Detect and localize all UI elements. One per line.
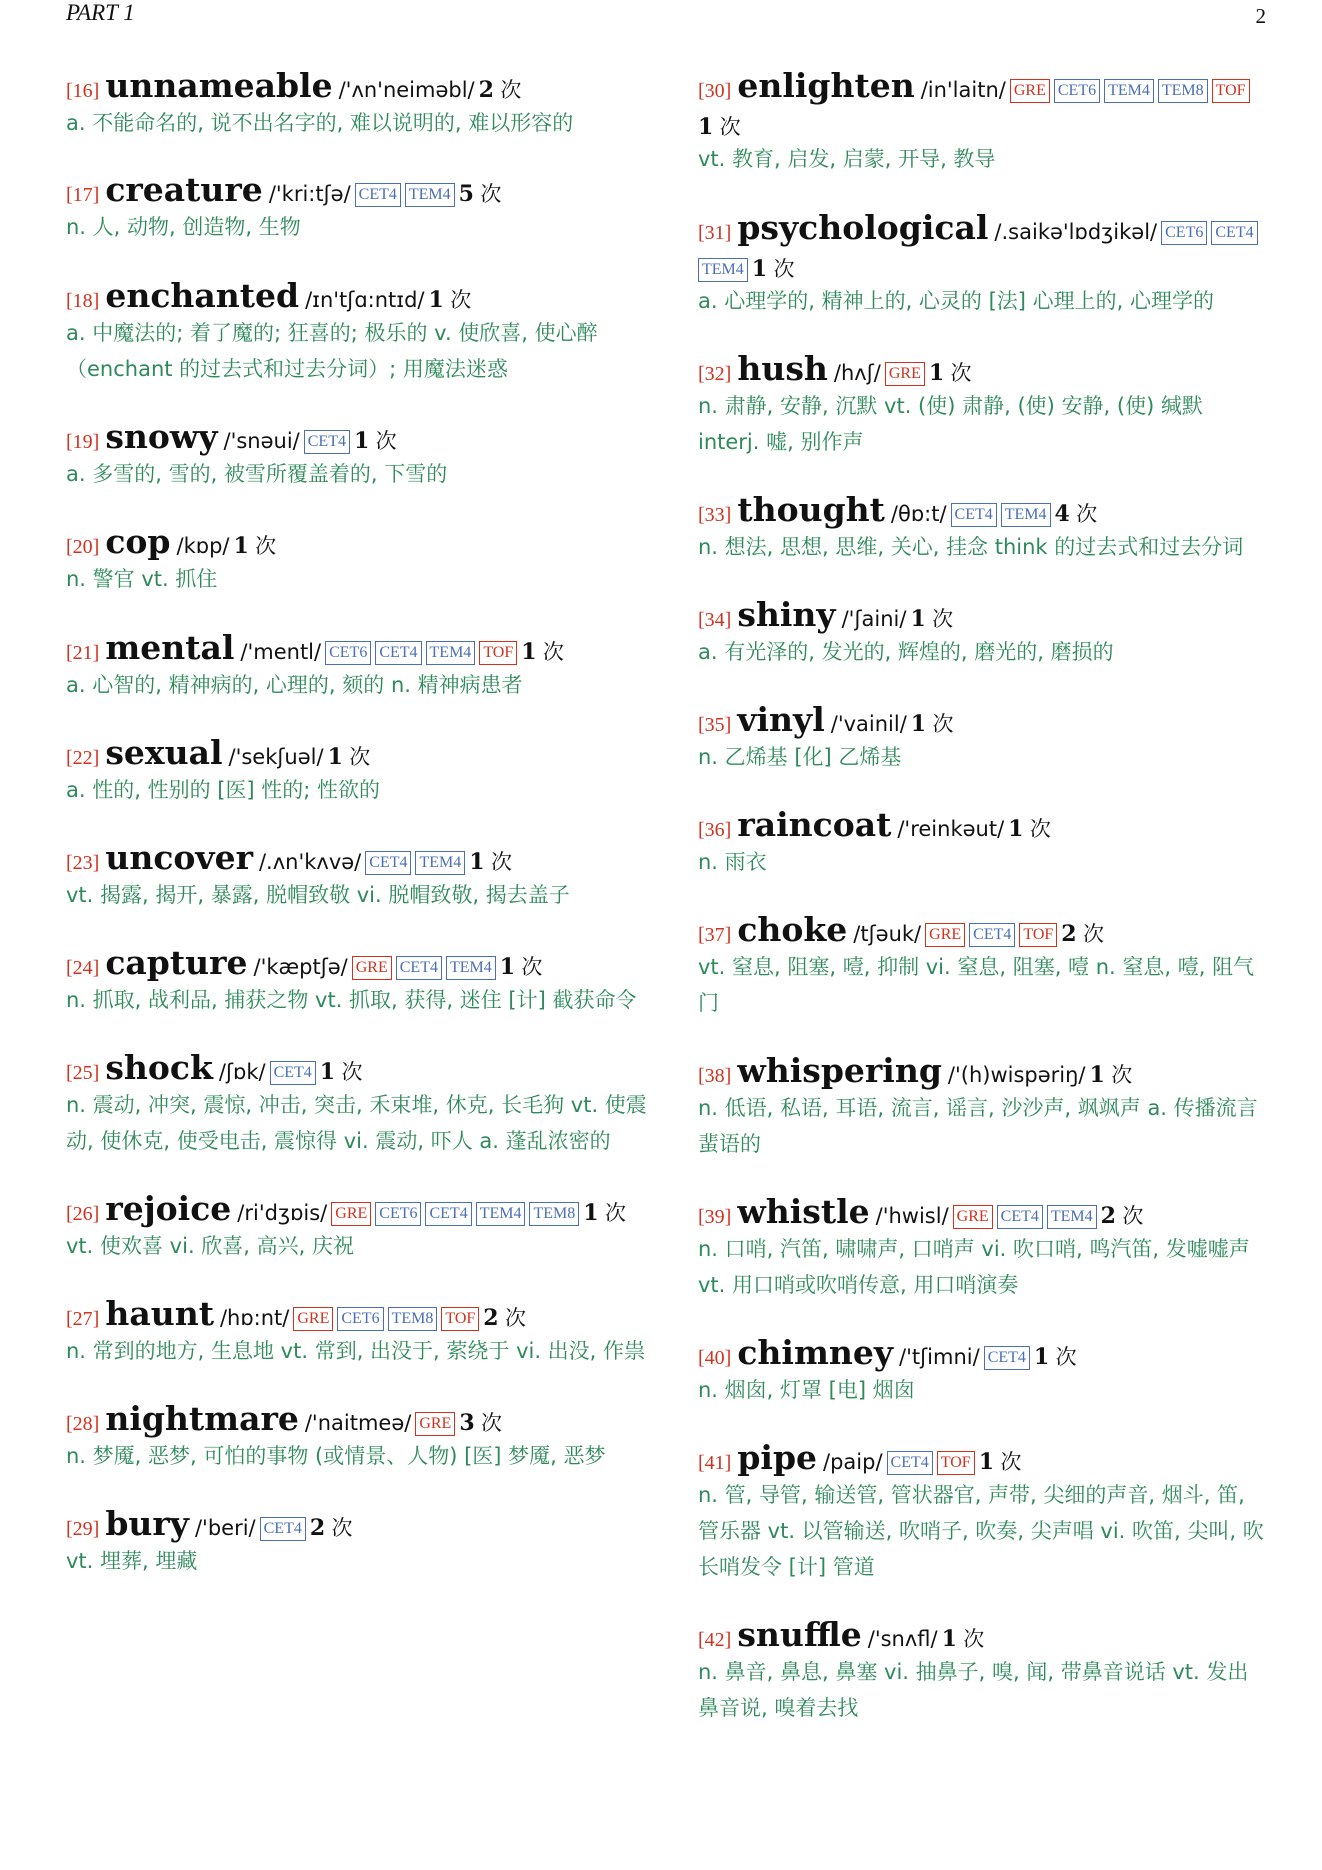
entry-headline [698, 492, 1266, 533]
entry-count: 1 [1008, 816, 1024, 842]
entry-phonetic: /.saikə'lɒdʒikəl/ [994, 220, 1158, 244]
entry-definition: vt. 窒息, 阻塞, 噎, 抑制 vi. 窒息, 阻塞, 噎 n. 窒息, 噎, 阻气门 [698, 955, 1255, 1015]
vocab-entry [698, 1194, 1266, 1303]
entry-word: vinyl [737, 700, 825, 739]
entry-number: [31] [698, 222, 732, 244]
exam-tag: GRE [331, 1202, 371, 1226]
exam-tag: CET4 [396, 956, 442, 980]
entry-count: 1 [751, 256, 768, 282]
entry-word: shiny [737, 595, 836, 634]
exam-tag: GRE [953, 1205, 993, 1229]
entry-word: enlighten [737, 66, 915, 105]
entry-definition: a. 性的, 性别的 [医] 性的; 性欲的 [66, 778, 381, 802]
entry-headline [66, 1050, 650, 1091]
entry-word: chimney [737, 1333, 894, 1372]
exam-tag: GRE [885, 362, 925, 386]
entry-word: enchanted [105, 276, 300, 315]
exam-tag: GRE [352, 956, 392, 980]
entry-definition: vt. 埋葬, 埋藏 [66, 1549, 198, 1573]
entry-headline [66, 278, 650, 319]
exam-tag: CET4 [887, 1451, 933, 1475]
left-column [66, 68, 650, 1579]
entry-definition: a. 不能命名的, 说不出名字的, 难以说明的, 难以形容的 [66, 111, 574, 135]
entry-phonetic: /'vainil/ [830, 712, 907, 736]
entry-count-unit: 次 [932, 712, 954, 736]
vocab-entry [66, 278, 650, 387]
exam-tag: CET4 [425, 1202, 471, 1226]
entry-count: 1 [327, 744, 343, 770]
entry-definition: n. 鼻音, 鼻息, 鼻塞 vi. 抽鼻子, 嗅, 闻, 带鼻音说话 vt. 发出鼻音说, 嗅着去找 [698, 1660, 1249, 1720]
entry-count: 3 [459, 1410, 475, 1436]
exam-tag: CET4 [365, 851, 411, 875]
entry-number: [17] [66, 184, 100, 206]
entry-number: [24] [66, 957, 100, 979]
entry-definition: n. 烟囱, 灯罩 [电] 烟囱 [698, 1378, 915, 1402]
entry-headline [698, 702, 1266, 743]
entry-definition: n. 人, 动物, 创造物, 生物 [66, 215, 301, 239]
entry-phonetic: /'ʌn'neiməbl/ [338, 78, 475, 102]
entry-count: 1 [499, 954, 516, 980]
exam-tag: CET4 [951, 503, 997, 527]
entry-word: creature [105, 170, 263, 209]
vocab-entry [66, 630, 650, 703]
entry-headline [66, 419, 650, 460]
exam-tag: TEM4 [698, 258, 748, 282]
entry-count: 4 [1054, 501, 1070, 527]
entry-definition: a. 中魔法的; 着了魔的; 狂喜的; 极乐的 v. 使欣喜, 使心醉（enchant 的过去式和过去分词）; 用魔法迷惑 [66, 321, 598, 381]
entry-phonetic: /'beri/ [194, 1516, 256, 1540]
entry-phonetic: /hɒ:nt/ [219, 1306, 290, 1330]
entry-number: [41] [698, 1452, 732, 1474]
entry-headline [66, 1191, 650, 1232]
entry-count-unit: 次 [719, 115, 741, 139]
exam-tag: CET4 [969, 923, 1015, 947]
entry-word: sexual [105, 733, 223, 772]
exam-tag: CET6 [325, 641, 371, 665]
entry-definition: a. 心智的, 精神病的, 心理的, 颏的 n. 精神病患者 [66, 673, 523, 697]
entry-definition: n. 低语, 私语, 耳语, 流言, 谣言, 沙沙声, 飒飒声 a. 传播流言蜚语的 [698, 1096, 1258, 1156]
entry-word: uncover [105, 838, 253, 877]
entry-number: [22] [66, 747, 100, 769]
entry-count: 5 [458, 181, 474, 207]
entry-number: [36] [698, 819, 732, 841]
vocab-entry [66, 945, 650, 1018]
entry-phonetic: /ri'dʒɒis/ [237, 1201, 328, 1225]
entry-phonetic: /tʃəuk/ [853, 922, 922, 946]
exam-tag: CET4 [270, 1061, 316, 1085]
entry-phonetic: /'snʌfl/ [867, 1627, 938, 1651]
exam-tag: TEM8 [529, 1202, 579, 1226]
entry-count: 1 [353, 428, 370, 454]
entry-number: [40] [698, 1347, 732, 1369]
entry-definition: n. 管, 导管, 输送管, 管状器官, 声带, 尖细的声音, 烟斗, 笛, 管乐器 vt. 以管输送, 吹哨子, 吹奏, 尖声唱 vi. 吹笛, 尖叫, 吹长哨发令 [计] 管道 [698, 1483, 1264, 1579]
entry-number: [30] [698, 80, 732, 102]
exam-tag: CET4 [355, 183, 401, 207]
vocab-entry [698, 912, 1266, 1021]
vocab-entry [698, 492, 1266, 565]
vocab-entry [66, 735, 650, 808]
entry-count-unit: 次 [1000, 1450, 1022, 1474]
entry-count: 1 [1089, 1062, 1105, 1088]
exam-tag: TOF [441, 1307, 479, 1331]
vocab-entry [66, 172, 650, 245]
vocab-entry [698, 210, 1266, 319]
entry-count-unit: 次 [504, 1306, 526, 1330]
vocab-entry [66, 419, 650, 492]
entry-word: thought [737, 490, 885, 529]
entry-headline [66, 840, 650, 881]
entry-count-unit: 次 [521, 955, 543, 979]
entry-phonetic: /ɪn'tʃɑ:ntɪd/ [305, 288, 425, 312]
entry-definition: n. 常到的地方, 生息地 vt. 常到, 出没于, 萦绕于 vi. 出没, 作祟 [66, 1339, 646, 1363]
entry-word: snuffle [737, 1615, 862, 1654]
entry-phonetic: /θɒ:t/ [890, 502, 947, 526]
exam-tag: CET4 [304, 430, 350, 454]
entry-word: choke [737, 910, 848, 949]
entry-headline [698, 1617, 1266, 1658]
entry-phonetic: /'tʃimni/ [899, 1345, 980, 1369]
entry-headline [66, 1506, 650, 1547]
exam-tag: TEM4 [476, 1202, 526, 1226]
entry-count: 1 [910, 606, 926, 632]
entry-headline [66, 630, 650, 671]
exam-tag: CET6 [375, 1202, 421, 1226]
entry-count: 2 [483, 1305, 499, 1331]
entry-headline [698, 1440, 1266, 1481]
entry-headline [66, 172, 650, 213]
entry-number: [33] [698, 504, 732, 526]
entry-count-unit: 次 [773, 257, 795, 281]
entry-definition: n. 雨衣 [698, 850, 767, 874]
entry-definition: a. 有光泽的, 发光的, 辉煌的, 磨光的, 磨损的 [698, 640, 1114, 664]
entry-count-unit: 次 [1055, 1345, 1077, 1369]
vocab-entry [66, 1191, 650, 1264]
entry-count: 1 [469, 849, 485, 875]
exam-tag: GRE [925, 923, 965, 947]
entry-headline [698, 807, 1266, 848]
vocab-entry [698, 351, 1266, 460]
entry-headline [66, 524, 650, 565]
exam-tag: TEM4 [1001, 503, 1051, 527]
entry-phonetic: /in'laitn/ [920, 78, 1006, 102]
entry-definition: n. 乙烯基 [化] 乙烯基 [698, 745, 902, 769]
entry-number: [19] [66, 431, 100, 453]
entry-count-unit: 次 [1122, 1204, 1144, 1228]
entry-headline [698, 351, 1266, 392]
exam-tag: GRE [415, 1412, 455, 1436]
entry-word: pipe [737, 1438, 818, 1477]
entry-number: [21] [66, 642, 100, 664]
entry-word: unnameable [105, 66, 333, 105]
entry-headline [698, 912, 1266, 953]
vocab-entry [66, 524, 650, 597]
right-column [698, 68, 1266, 1726]
entry-phonetic: /'ʃaini/ [841, 607, 907, 631]
entry-word: rejoice [105, 1189, 232, 1228]
entry-count: 1 [910, 711, 927, 737]
part-label: PART 1 [66, 0, 135, 25]
entry-count: 1 [428, 287, 444, 313]
entry-definition: vt. 使欢喜 vi. 欣喜, 高兴, 庆祝 [66, 1234, 355, 1258]
vocab-entry [66, 1506, 650, 1579]
vocab-entry [66, 1401, 650, 1474]
exam-tag: GRE [1010, 79, 1050, 103]
entry-count: 1 [928, 360, 945, 386]
entry-count-unit: 次 [490, 850, 512, 874]
entry-number: [32] [698, 363, 732, 385]
entry-phonetic: /'naitmeə/ [304, 1411, 412, 1435]
entry-headline [698, 597, 1266, 638]
entry-count: 2 [478, 77, 494, 103]
entry-phonetic: /'hwisl/ [875, 1204, 949, 1228]
entry-phonetic: /paip/ [823, 1450, 883, 1474]
exam-tag: TOF [937, 1451, 975, 1475]
entry-headline [66, 735, 650, 776]
exam-tag: TEM8 [388, 1307, 438, 1331]
vocab-entry [66, 68, 650, 141]
vocab-entry [698, 1440, 1266, 1585]
entry-headline [66, 68, 650, 109]
entry-count-unit: 次 [1076, 502, 1098, 526]
vocab-entry [698, 68, 1266, 177]
entry-number: [25] [66, 1062, 100, 1084]
exam-tag: TEM8 [1158, 79, 1208, 103]
entry-phonetic: /'sekʃuəl/ [228, 745, 324, 769]
entry-number: [18] [66, 290, 100, 312]
entry-count-unit: 次 [932, 607, 954, 631]
entry-headline [698, 1053, 1266, 1094]
entry-number: [28] [66, 1413, 100, 1435]
exam-tag: CET4 [260, 1517, 306, 1541]
exam-tag: TEM4 [446, 956, 496, 980]
entry-number: [37] [698, 924, 732, 946]
entry-definition: n. 警官 vt. 抓住 [66, 567, 218, 591]
page-header [66, 0, 1266, 32]
entry-word: bury [105, 1504, 189, 1543]
entry-count: 1 [583, 1200, 599, 1226]
exam-tag: CET6 [337, 1307, 383, 1331]
entry-word: hush [737, 349, 828, 388]
vocab-entry [66, 1296, 650, 1369]
entry-number: [42] [698, 1629, 732, 1651]
entry-word: shock [105, 1048, 213, 1087]
entry-word: haunt [105, 1294, 214, 1333]
entry-number: [23] [66, 852, 100, 874]
entry-count-unit: 次 [341, 1060, 363, 1084]
exam-tag: TEM4 [1104, 79, 1154, 103]
entry-count: 2 [1100, 1203, 1116, 1229]
entry-phonetic: /'mentl/ [240, 640, 322, 664]
vocab-entry [698, 807, 1266, 880]
entry-definition: n. 想法, 思想, 思维, 关心, 挂念 think 的过去式和过去分词 [698, 535, 1244, 559]
vocab-entry [66, 840, 650, 913]
entry-count-unit: 次 [1111, 1063, 1133, 1087]
entry-count: 2 [309, 1515, 326, 1541]
exam-tag: CET4 [997, 1205, 1043, 1229]
entry-count-unit: 次 [604, 1201, 626, 1225]
exam-tag: TEM4 [1047, 1205, 1097, 1229]
vocab-entry [698, 702, 1266, 775]
exam-tag: TOF [1019, 923, 1057, 947]
entry-headline [698, 210, 1266, 287]
entry-count-unit: 次 [1082, 922, 1104, 946]
exam-tag: TOF [479, 641, 517, 665]
exam-tag: CET4 [984, 1346, 1030, 1370]
exam-tag: CET6 [1054, 79, 1100, 103]
entry-number: [20] [66, 536, 100, 558]
entry-number: [39] [698, 1206, 732, 1228]
entry-headline [66, 1401, 650, 1442]
entry-word: raincoat [737, 805, 892, 844]
entry-word: capture [105, 943, 248, 982]
entry-definition: n. 梦魇, 恶梦, 可怕的事物 (或情景、人物) [医] 梦魇, 恶梦 [66, 1444, 606, 1468]
entry-count-unit: 次 [375, 429, 397, 453]
entry-count-unit: 次 [450, 288, 472, 312]
entry-phonetic: /'kri:tʃə/ [268, 182, 351, 206]
exam-tag: TEM4 [426, 641, 476, 665]
entry-word: psychological [737, 208, 989, 247]
entry-count: 1 [233, 533, 249, 559]
entry-definition: n. 震动, 冲突, 震惊, 冲击, 突击, 禾束堆, 休克, 长毛狗 vt. 使震动, 使休克, 使受电击, 震惊得 vi. 震动, 吓人 a. 蓬乱浓密的 [66, 1093, 647, 1153]
exam-tag: GRE [293, 1307, 333, 1331]
exam-tag: TEM4 [405, 183, 455, 207]
vocab-entry [698, 1617, 1266, 1726]
entry-phonetic: /'kæptʃə/ [253, 955, 348, 979]
entry-count-unit: 次 [255, 534, 277, 558]
entry-count-unit: 次 [331, 1516, 353, 1540]
exam-tag: CET4 [1211, 221, 1257, 245]
entry-definition: vt. 教育, 启发, 启蒙, 开导, 教导 [698, 147, 996, 171]
entry-number: [26] [66, 1203, 100, 1225]
entry-phonetic: /'snəui/ [223, 429, 300, 453]
entry-count-unit: 次 [950, 361, 972, 385]
entry-headline [66, 1296, 650, 1337]
entry-count-unit: 次 [481, 1411, 502, 1435]
entry-phonetic: /'reinkəut/ [897, 817, 1005, 841]
entry-number: [35] [698, 714, 732, 736]
entry-count: 1 [978, 1449, 994, 1475]
entry-phonetic: /hʌʃ/ [833, 361, 881, 385]
entry-count: 1 [521, 639, 537, 665]
entry-number: [34] [698, 609, 732, 631]
exam-tag: TOF [1212, 79, 1250, 103]
entry-word: nightmare [105, 1399, 299, 1438]
entry-definition: a. 心理学的, 精神上的, 心灵的 [法] 心理上的, 心理学的 [698, 289, 1215, 313]
entry-count: 2 [1061, 921, 1077, 947]
entry-definition: vt. 揭露, 揭开, 暴露, 脱帽致敬 vi. 脱帽致敬, 揭去盖子 [66, 883, 570, 907]
entry-word: whispering [737, 1051, 942, 1090]
entry-count-unit: 次 [480, 182, 502, 206]
entry-headline [698, 1194, 1266, 1235]
entry-definition: n. 口哨, 汽笛, 啸啸声, 口哨声 vi. 吹口哨, 鸣汽笛, 发嘘嘘声 vt. 用口哨或吹哨传意, 用口哨演奏 [698, 1237, 1250, 1297]
entry-count: 1 [941, 1626, 957, 1652]
entry-definition: n. 抓取, 战利品, 捕获之物 vt. 抓取, 获得, 迷住 [计] 截获命令 [66, 988, 637, 1012]
entry-headline [698, 1335, 1266, 1376]
vocab-entry [66, 1050, 650, 1159]
entry-phonetic: /'(h)wispəriŋ/ [947, 1063, 1086, 1087]
entry-word: cop [105, 522, 171, 561]
entry-count: 1 [319, 1059, 336, 1085]
entry-word: whistle [737, 1192, 870, 1231]
entry-phonetic: /.ʌn'kʌvə/ [258, 850, 362, 874]
entry-count-unit: 次 [542, 640, 564, 664]
vocab-entry [698, 1053, 1266, 1162]
entry-headline [698, 68, 1266, 145]
entry-phonetic: /ʃɒk/ [218, 1060, 266, 1084]
entry-count: 1 [698, 114, 714, 140]
entry-count-unit: 次 [349, 745, 371, 769]
entry-count-unit: 次 [1029, 817, 1051, 841]
entry-number: [27] [66, 1308, 100, 1330]
entry-number: [29] [66, 1518, 100, 1540]
entry-phonetic: /kɒp/ [176, 534, 230, 558]
entry-word: snowy [105, 417, 218, 456]
entry-count: 1 [1033, 1344, 1050, 1370]
page-number: 2 [1255, 4, 1266, 28]
exam-tag: CET6 [1161, 221, 1207, 245]
entry-word: mental [105, 628, 235, 667]
entry-definition: n. 肃静, 安静, 沉默 vt. (使) 肃静, (使) 安静, (使) 缄默 interj. 嘘, 别作声 [698, 394, 1203, 454]
exam-tag: CET4 [375, 641, 421, 665]
entry-number: [16] [66, 80, 100, 102]
exam-tag: TEM4 [415, 851, 465, 875]
vocab-entry [698, 1335, 1266, 1408]
vocab-entry [698, 597, 1266, 670]
entry-count-unit: 次 [963, 1627, 985, 1651]
entry-headline [66, 945, 650, 986]
entry-number: [38] [698, 1065, 732, 1087]
entry-count-unit: 次 [500, 78, 522, 102]
entry-definition: a. 多雪的, 雪的, 被雪所覆盖着的, 下雪的 [66, 462, 448, 486]
